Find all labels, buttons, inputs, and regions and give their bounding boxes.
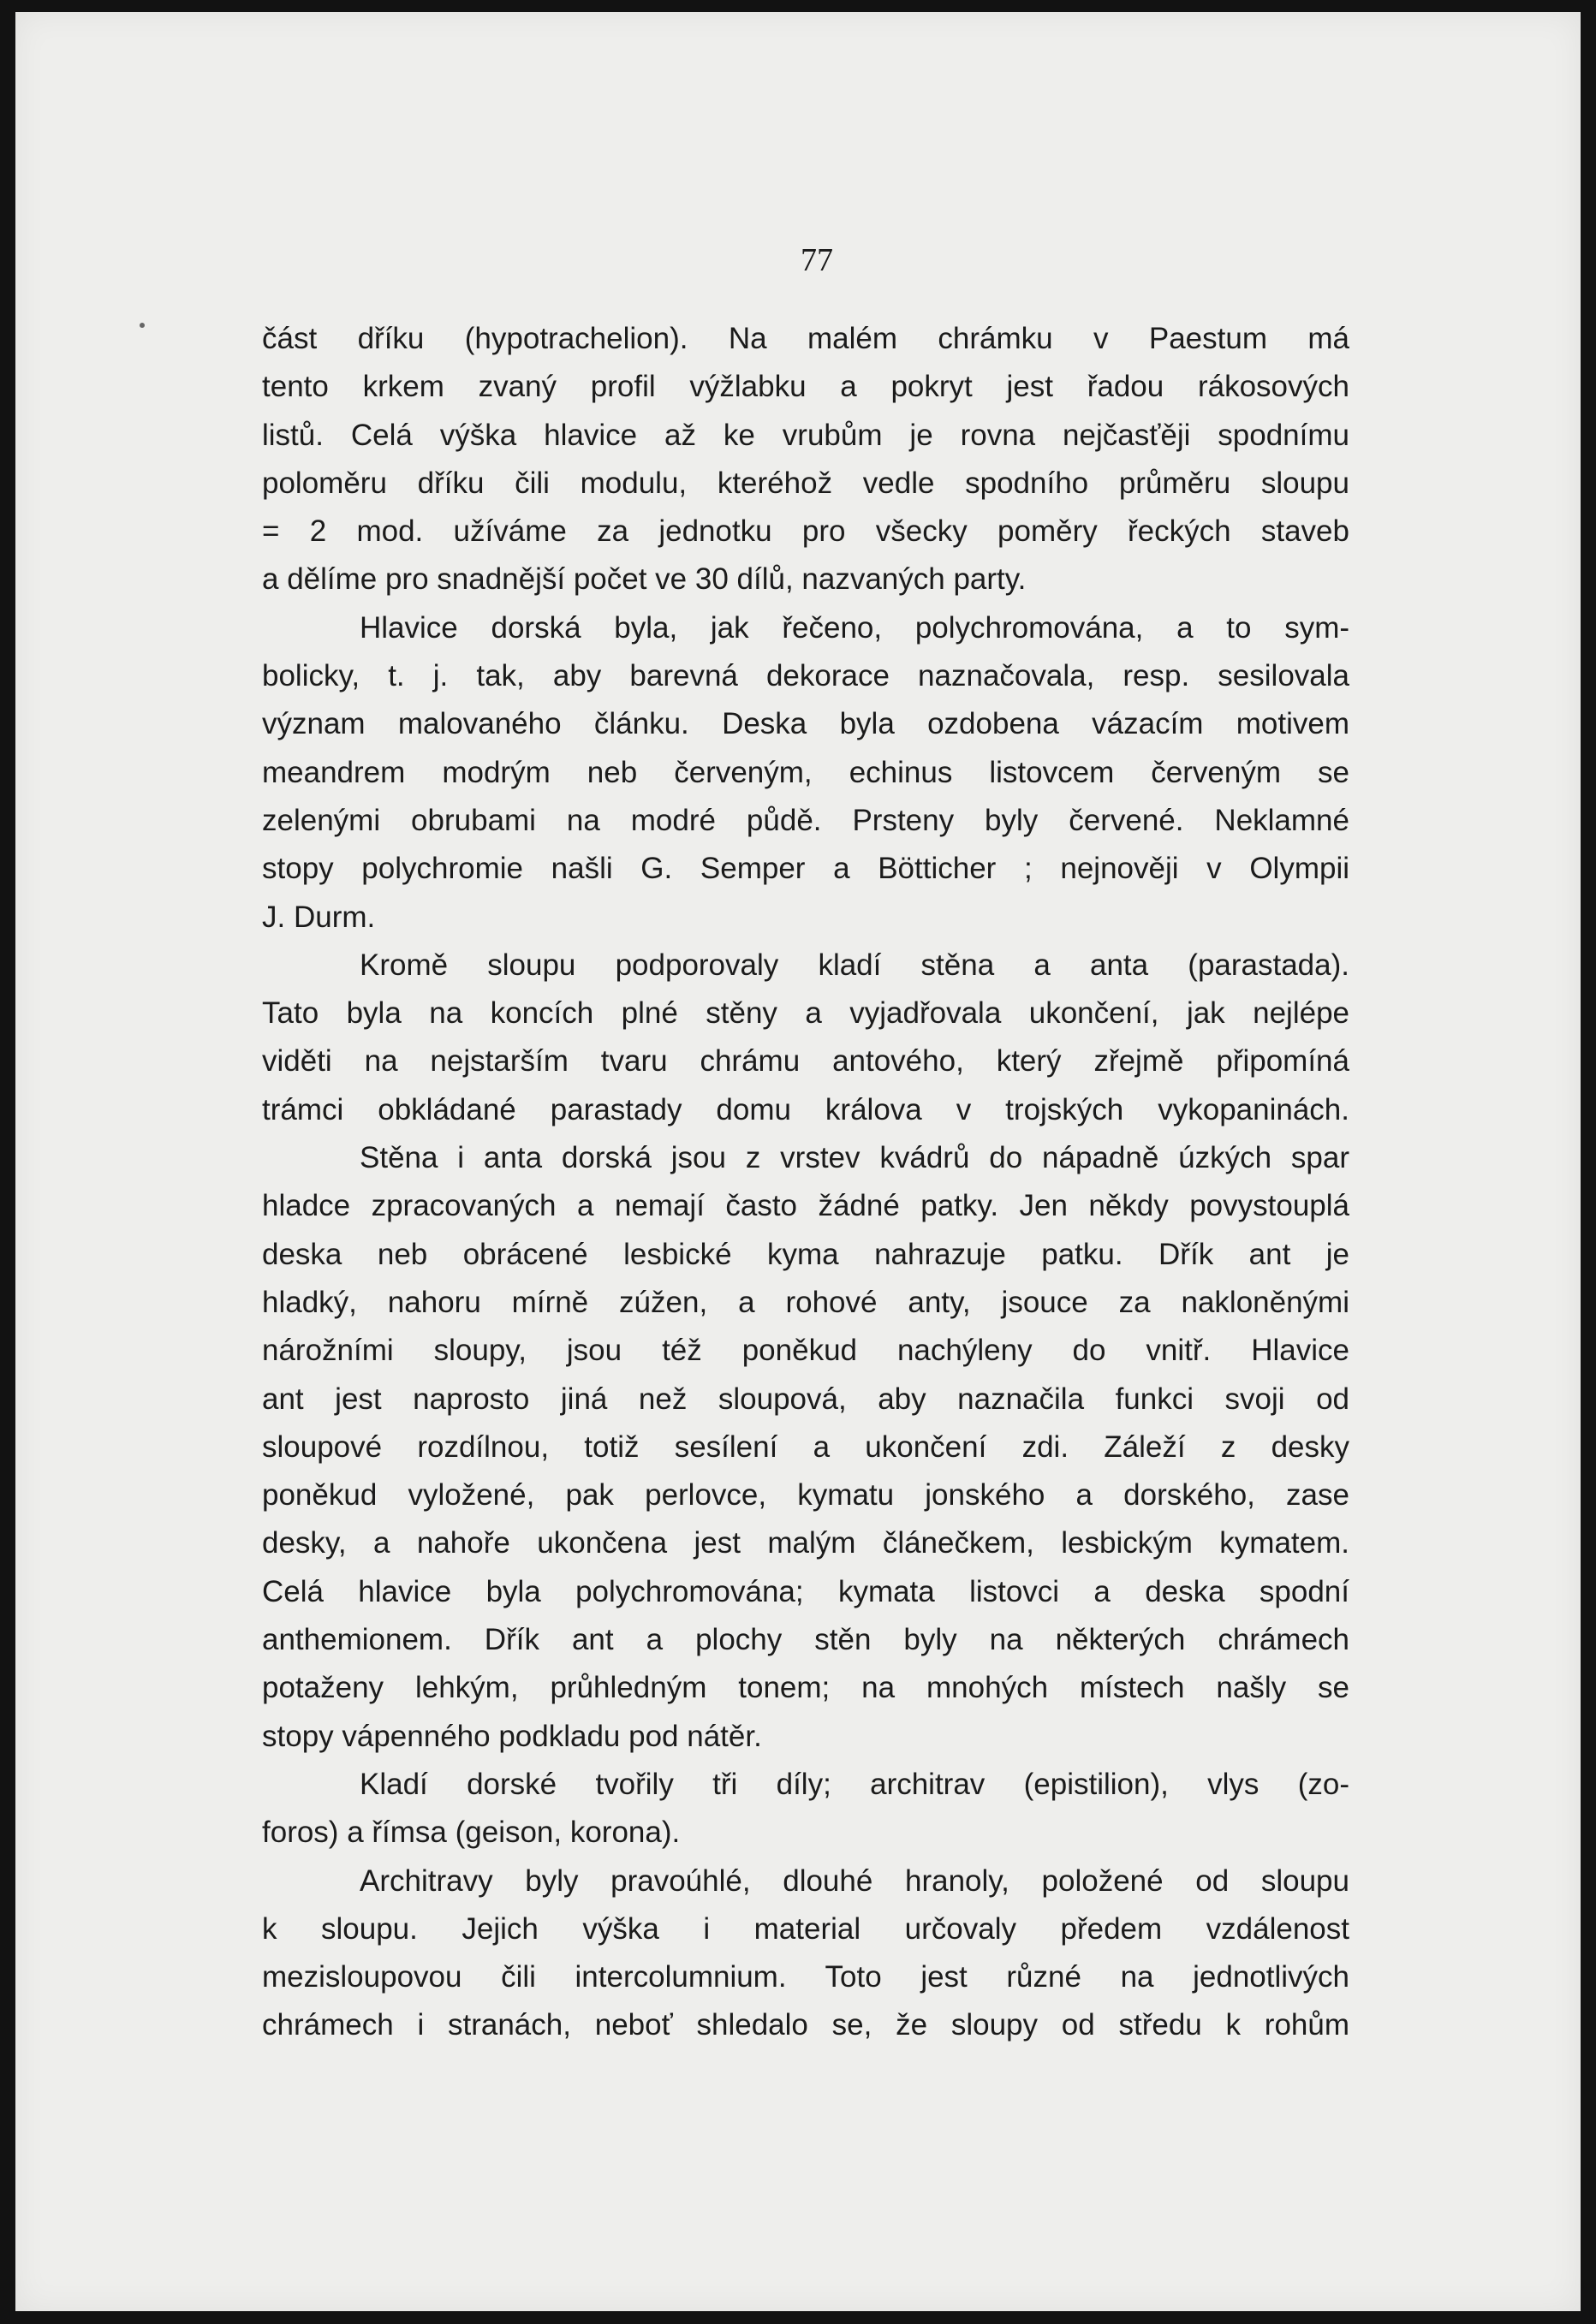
text-line: = 2 mod. užíváme za jednotku pro všecky poměry řeckých staveb	[262, 514, 1349, 549]
text-line: anthemionem. Dřík ant a plochy stěn byly na některých chrámech	[262, 1623, 1349, 1657]
text-line: Celá hlavice byla polychromována; kymata listovci a deska spodní	[262, 1574, 1349, 1608]
text-line: poněkud vyložené, pak perlovce, kymatu jonského a dorského, zase	[262, 1478, 1349, 1513]
text-line: poloměru dříku čili modulu, kteréhož vedle spodního průměru sloupu	[262, 466, 1349, 500]
text-line: ant jest naprosto jiná než sloupová, aby naznačila funkci svoji od	[262, 1382, 1349, 1416]
page-number: 77	[801, 242, 833, 278]
text-line: foros) a římsa (geison, korona).	[262, 1816, 681, 1850]
text-line: zelenými obrubami na modré půdě. Prsteny byly červené. Neklamné	[262, 803, 1349, 837]
text-line: potaženy lehkým, průhledným tonem; na mnohých místech našly se	[262, 1671, 1349, 1705]
text-line: bolicky, t. j. tak, aby barevná dekorace naznačovala, resp. sesilovala	[262, 659, 1349, 693]
text-line: k sloupu. Jejich výška i material určovaly předem vzdálenost	[262, 1911, 1349, 1946]
text-line: a dělíme pro snadnější počet ve 30 dílů, nazvaných party.	[262, 562, 1027, 597]
text-line: viděti na nejstarším tvaru chrámu antového, který zřejmě připomíná	[262, 1044, 1349, 1079]
scan-speck	[140, 323, 145, 328]
text-line: J. Durm.	[262, 900, 376, 934]
text-line: meandrem modrým neb červeným, echinus listovcem červeným se	[262, 755, 1349, 789]
text-line: Hlavice dorská byla, jak řečeno, polychromována, a to sym-	[360, 610, 1349, 645]
text-line: Architravy byly pravoúhlé, dlouhé hranoly, položené od sloupu	[360, 1863, 1349, 1898]
text-line: část dříku (hypotrachelion). Na malém chrámku v Paestum má	[262, 322, 1349, 355]
text-line: chrámech i stranách, neboť shledalo se, že sloupy od středu k rohům	[262, 2008, 1349, 2042]
text-line: desky, a nahoře ukončena jest malým článečkem, lesbickým kymatem.	[262, 1526, 1349, 1560]
text-line: trámci obkládané parastady domu králova v trojských vykopaninách.	[262, 1092, 1349, 1126]
text-line: deska neb obrácené lesbické kyma nahrazuje patku. Dřík ant je	[262, 1237, 1349, 1271]
text-line: listů. Celá výška hlavice až ke vrubům je rovna nejčasťěji spodnímu	[262, 418, 1349, 452]
text-line: nárožními sloupy, jsou též poněkud nachýleny do vnitř. Hlavice	[262, 1334, 1349, 1368]
text-line: mezisloupovou čili intercolumnium. Toto jest různé na jednotlivých	[262, 1960, 1349, 1994]
text-line: sloupové rozdílnou, totiž sesílení a ukončení zdi. Záleží z desky	[262, 1429, 1349, 1464]
text-line: Kromě sloupu podporovaly kladí stěna a anta (parastada).	[360, 948, 1349, 982]
text-line: Stěna i anta dorská jsou z vrstev kvádrů do nápadně úzkých spar	[360, 1141, 1349, 1175]
text-line: tento krkem zvaný profil výžlabku a pokryt jest řadou rákosových	[262, 370, 1349, 404]
text-line: hladce zpracovaných a nemají často žádné patky. Jen někdy povystouplá	[262, 1189, 1349, 1223]
text-line: Kladí dorské tvořily tři díly; architrav (epistilion), vlys (zo-	[360, 1767, 1349, 1801]
book-page	[15, 12, 1581, 2311]
body-text	[262, 315, 1349, 2050]
text-line: hladký, nahoru mírně zúžen, a rohové anty, jsouce za nakloněnými	[262, 1285, 1349, 1319]
text-line: stopy vápenného podkladu pod nátěr.	[262, 1719, 762, 1753]
text-line: význam malovaného článku. Deska byla ozdobena vázacím motivem	[262, 707, 1349, 741]
text-line: Tato byla na koncích plné stěny a vyjadřovala ukončení, jak nejlépe	[262, 996, 1349, 1031]
text-line: stopy polychromie našli G. Semper a Bötticher ; nejnověji v Olympii	[262, 852, 1349, 886]
